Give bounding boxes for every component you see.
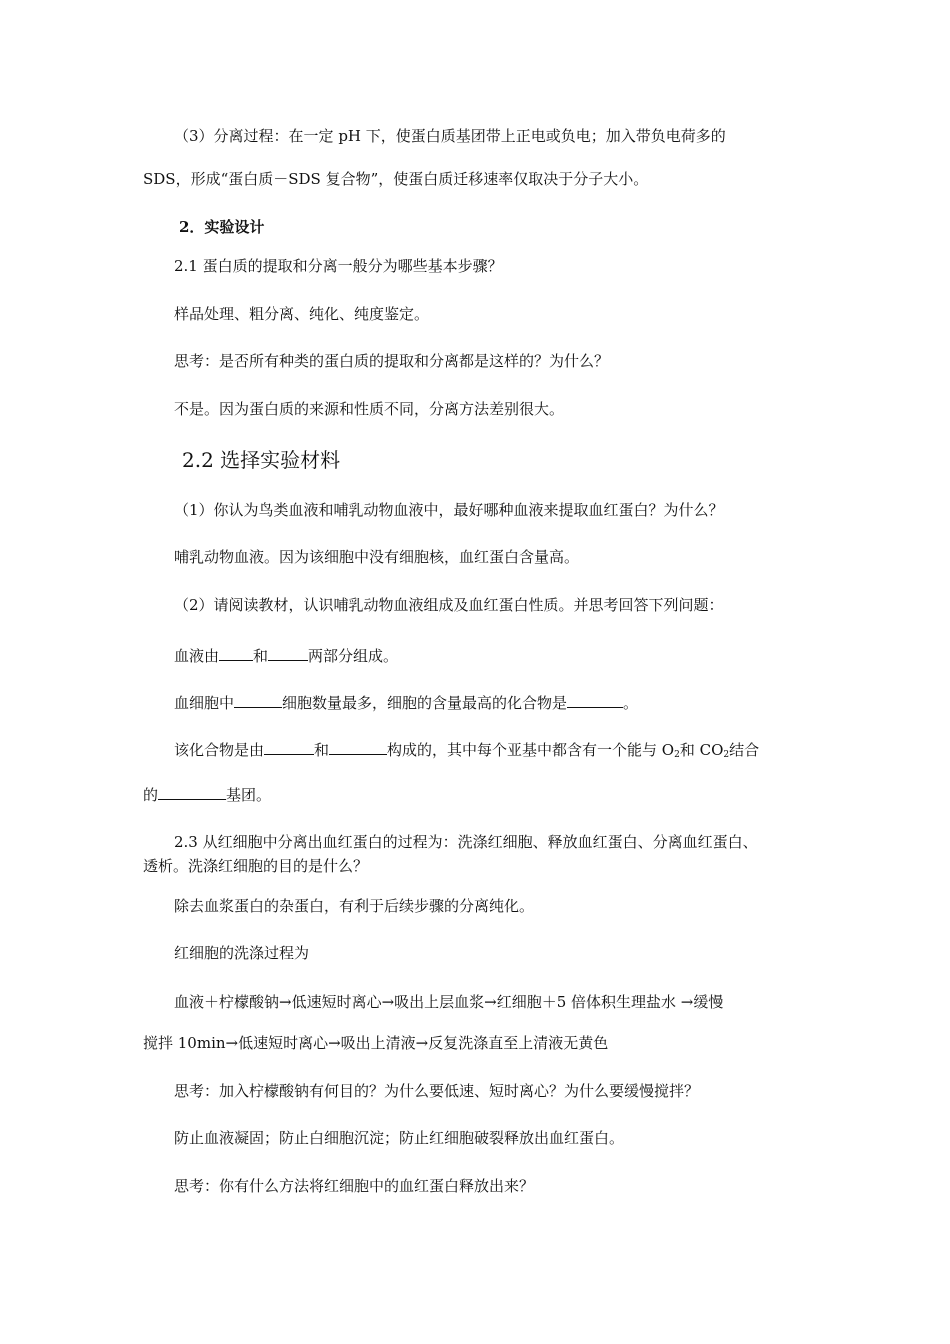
think-question-2: 思考：加入柠檬酸钠有何目的？为什么要低速、短时离心？为什么要缓慢搅拌？ bbox=[174, 1082, 700, 1100]
washing-process-line1: 血液＋柠檬酸钠→低速短时离心→吸出上层血浆→红细胞＋5 倍体积生理盐水 →缓慢 bbox=[174, 993, 724, 1011]
blank-line bbox=[158, 785, 226, 800]
text-segment: 。 bbox=[623, 694, 639, 712]
washing-process-label: 红细胞的洗涤过程为 bbox=[174, 944, 310, 962]
fill-blank-compound-line2 bbox=[143, 784, 271, 806]
text-segment: 两部分组成。 bbox=[308, 647, 399, 665]
think-answer-2: 防止血液凝固；防止白细胞沉淀；防止红细胞破裂释放出血红蛋白。 bbox=[174, 1129, 625, 1147]
think-question-1: 思考：是否所有种类的蛋白质的提取和分离都是这样的？为什么？ bbox=[174, 352, 610, 370]
text-segment: 结合 bbox=[729, 741, 760, 759]
section-heading-2-2: 2.2 选择实验材料 bbox=[182, 448, 341, 472]
text-segment: 的 bbox=[143, 786, 159, 804]
washing-process-line2: 搅拌 10min→低速短时离心→吸出上清液→反复洗涤直至上清液无黄色 bbox=[143, 1034, 609, 1052]
text-segment: 和 CO bbox=[679, 741, 724, 759]
text-segment: 和 bbox=[253, 647, 269, 665]
paragraph-separation-process-line1: （3）分离过程：在一定 pH 下，使蛋白质基团带上正电或负电；加入带负电荷多的 bbox=[174, 127, 726, 145]
fill-blank-blood-cells bbox=[174, 692, 638, 714]
text-segment: 构成的，其中每个亚基中都含有一个能与 O bbox=[387, 741, 675, 759]
subscript: 2 bbox=[674, 750, 680, 760]
text-segment: 细胞数量最多，细胞的含量最高的化合物是 bbox=[282, 694, 568, 712]
fill-blank-blood-composition bbox=[174, 645, 398, 667]
answer-2-1: 样品处理、粗分离、纯化、纯度鉴定。 bbox=[174, 305, 430, 323]
section-heading-experiment-design: 2．实验设计 bbox=[179, 218, 265, 236]
question-2-2-2: （2）请阅读教材，认识哺乳动物血液组成及血红蛋白性质。并思考回答下列问题： bbox=[174, 596, 724, 614]
text-segment: 血细胞中 bbox=[174, 694, 235, 712]
blank-line bbox=[268, 646, 308, 661]
fill-blank-compound-line1 bbox=[174, 739, 759, 761]
subscript: 2 bbox=[723, 750, 730, 760]
answer-2-3: 除去血浆蛋白的杂蛋白，有利于后续步骤的分离纯化。 bbox=[174, 897, 535, 915]
question-2-3-line2: 透析。洗涤红细胞的目的是什么？ bbox=[143, 857, 369, 875]
blank-line bbox=[219, 646, 253, 661]
question-2-3-line1: 2.3 从红细胞中分离出血红蛋白的过程为：洗涤红细胞、释放血红蛋白、分离血红蛋白、 bbox=[174, 833, 758, 851]
paragraph-separation-process-line2: SDS，形成“蛋白质－SDS 复合物”，使蛋白质迁移速率仅取决于分子大小。 bbox=[143, 170, 649, 188]
question-2-2-1: （1）你认为鸟类血液和哺乳动物血液中，最好哪种血液来提取血红蛋白？为什么？ bbox=[174, 501, 724, 519]
text-segment: 血液由 bbox=[174, 647, 220, 665]
blank-line bbox=[567, 693, 623, 708]
answer-2-2-1: 哺乳动物血液。因为该细胞中没有细胞核，血红蛋白含量高。 bbox=[174, 548, 580, 566]
think-answer-1: 不是。因为蛋白质的来源和性质不同，分离方法差别很大。 bbox=[174, 400, 565, 418]
blank-line bbox=[264, 740, 314, 755]
blank-line bbox=[234, 693, 282, 708]
question-2-1: 2.1 蛋白质的提取和分离一般分为哪些基本步骤？ bbox=[174, 257, 503, 275]
text-segment: 该化合物是由 bbox=[174, 741, 265, 759]
think-question-3: 思考：你有什么方法将红细胞中的血红蛋白释放出来？ bbox=[174, 1177, 535, 1195]
text-segment: 和 bbox=[314, 741, 330, 759]
text-segment: 基团。 bbox=[226, 786, 272, 804]
blank-line bbox=[329, 740, 387, 755]
